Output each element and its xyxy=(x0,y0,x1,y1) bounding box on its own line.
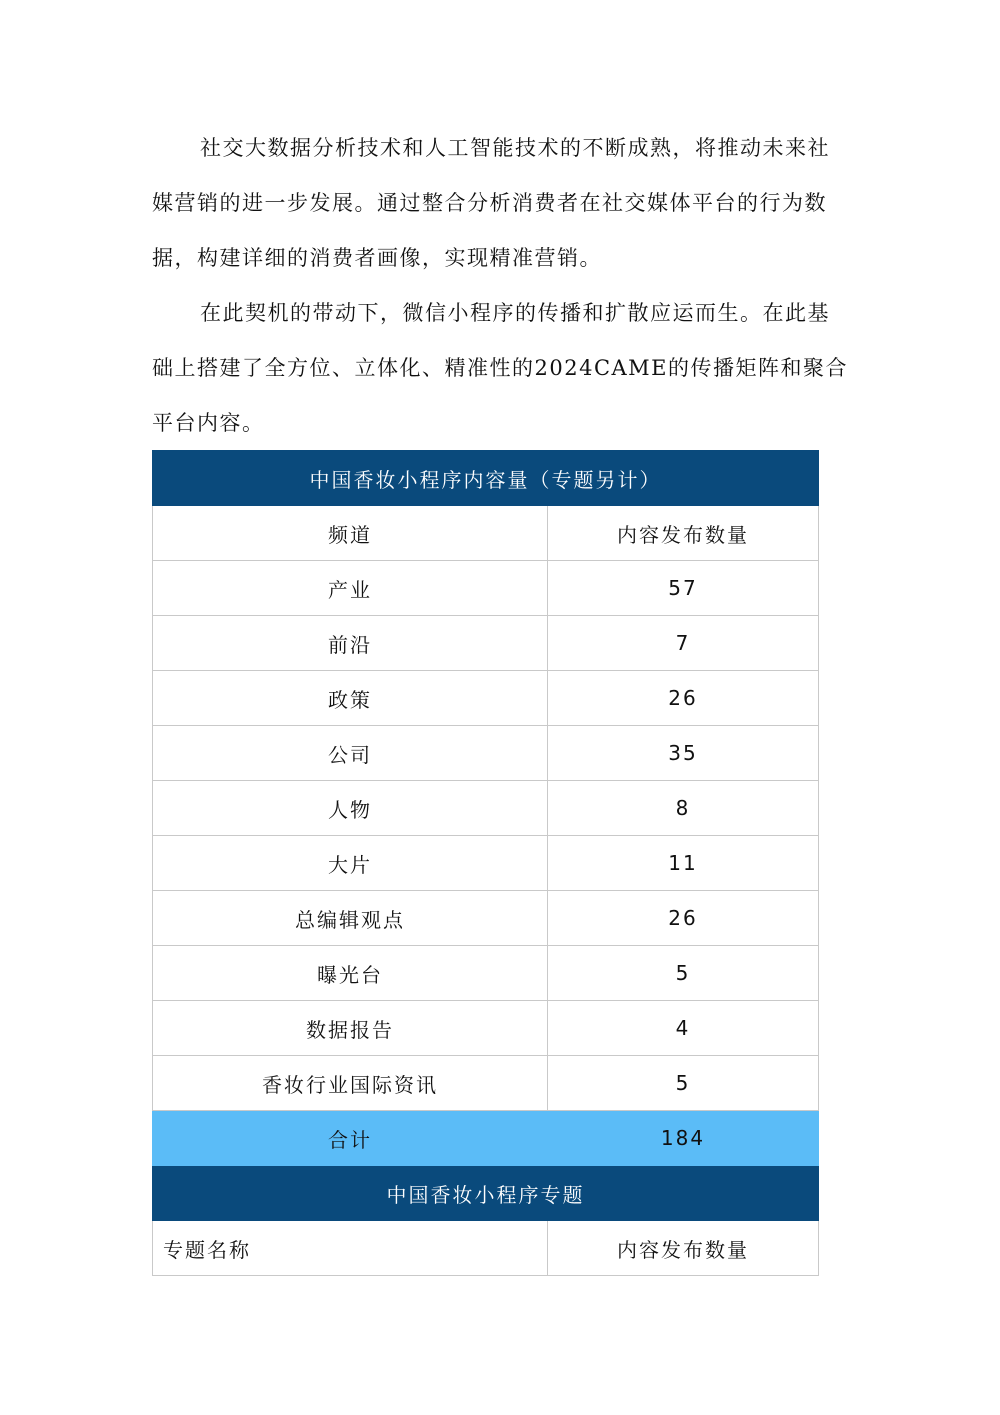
total-value: 184 xyxy=(548,1111,819,1166)
table-row xyxy=(153,616,819,671)
channel-cell: 数据报告 xyxy=(153,1001,548,1056)
count-cell: 26 xyxy=(548,671,819,726)
count-cell: 26 xyxy=(548,891,819,946)
channel-cell: 曝光台 xyxy=(153,946,548,1001)
channel-cell: 前沿 xyxy=(153,616,548,671)
table1-total-row xyxy=(153,1111,819,1166)
channel-cell: 产业 xyxy=(153,561,548,616)
table2-title-row xyxy=(153,1166,819,1221)
table-row xyxy=(153,1056,819,1111)
count-cell: 7 xyxy=(548,616,819,671)
table1-title: 中国香妆小程序内容量（专题另计） xyxy=(153,451,819,506)
channel-cell: 公司 xyxy=(153,726,548,781)
table1-header-channel: 频道 xyxy=(153,506,548,561)
channel-cell: 政策 xyxy=(153,671,548,726)
paragraph-mini-program: 在此契机的带动下，微信小程序的传播和扩散应运而生。在此基础上搭建了全方位、立体化、精准性的2024CAME的传播矩阵和聚合平台内容。 xyxy=(152,301,849,435)
content-volume-table xyxy=(152,450,819,1276)
table2-title: 中国香妆小程序专题 xyxy=(153,1166,819,1221)
table-row xyxy=(153,781,819,836)
channel-cell: 香妆行业国际资讯 xyxy=(153,1056,548,1111)
table1-header-row xyxy=(153,506,819,561)
table-row xyxy=(153,561,819,616)
table-row xyxy=(153,671,819,726)
paragraph-social-data: 社交大数据分析技术和人工智能技术的不断成熟，将推动未来社媒营销的进一步发展。通过整合分析消费者在社交媒体平台的行为数据，构建详细的消费者画像，实现精准营销。 xyxy=(152,136,830,270)
table-row xyxy=(153,891,819,946)
table1-title-row xyxy=(153,451,819,506)
total-label: 合计 xyxy=(153,1111,548,1166)
table-row xyxy=(153,836,819,891)
count-cell: 11 xyxy=(548,836,819,891)
channel-cell: 总编辑观点 xyxy=(153,891,548,946)
table2-header-row xyxy=(153,1221,819,1276)
table1-header-count: 内容发布数量 xyxy=(548,506,819,561)
count-cell: 35 xyxy=(548,726,819,781)
table-row xyxy=(153,726,819,781)
channel-cell: 人物 xyxy=(153,781,548,836)
channel-cell: 大片 xyxy=(153,836,548,891)
table2-header-topic: 专题名称 xyxy=(153,1221,548,1276)
table2-header-count: 内容发布数量 xyxy=(548,1221,819,1276)
table-row xyxy=(153,1001,819,1056)
count-cell: 8 xyxy=(548,781,819,836)
count-cell: 5 xyxy=(548,946,819,1001)
count-cell: 57 xyxy=(548,561,819,616)
count-cell: 4 xyxy=(548,1001,819,1056)
count-cell: 5 xyxy=(548,1056,819,1111)
table-row xyxy=(153,946,819,1001)
